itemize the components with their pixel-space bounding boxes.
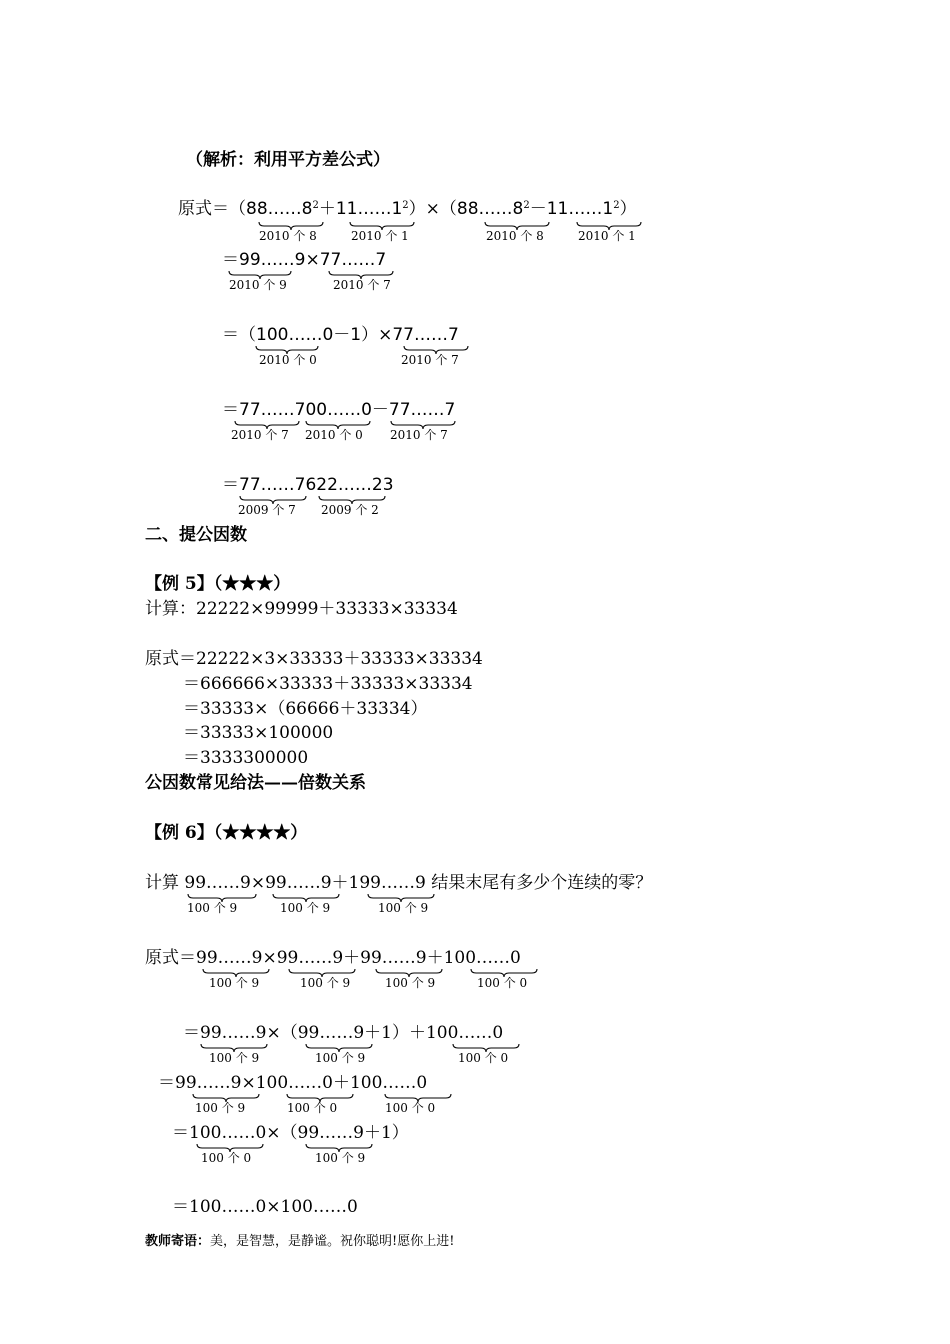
q-brace-label-2: 100 个 9: [280, 901, 331, 915]
teacher-note: [145, 1235, 454, 1248]
eq1-term-1: 88……8: [246, 199, 313, 219]
eq5-brace-label-1: 2009 个 7: [238, 503, 296, 517]
eq4-brace-label-2: 2010 个 0: [305, 428, 363, 442]
eq1-term-2: 11……1: [335, 199, 403, 219]
eq1-brace-label-2: 2010 个 1: [351, 229, 409, 243]
example6-step-2: ＝99……9×（99……9＋1）＋100……0: [183, 1023, 504, 1043]
s2-brace-label-1: 100 个 9: [209, 1051, 260, 1065]
example6-step-5: ＝100……0×100……0: [172, 1197, 358, 1217]
s3-brace-label-1: 100 个 9: [195, 1101, 246, 1115]
example5-step-5: ＝3333300000: [183, 748, 309, 768]
s1-brace-label-3: 100 个 9: [385, 976, 436, 990]
common-factor-title: 公因数常见给法——倍数关系: [145, 773, 366, 793]
s1-brace-label-2: 100 个 9: [300, 976, 351, 990]
eq1-mid: ）×（: [408, 199, 457, 219]
teacher-note-text: 美，是智慧，是静谧。祝你聪明!愿你上进!: [210, 1234, 455, 1249]
example5-step-1: 原式＝22222×3×33333＋33333×33334: [145, 649, 483, 669]
teacher-note-label: 教师寄语：: [145, 1234, 211, 1249]
q-brace-label-3: 100 个 9: [378, 901, 429, 915]
eq1-sup-1: 2: [312, 200, 319, 211]
example6-step-1: 原式＝99……9×99……9＋99……9＋100……0: [145, 948, 521, 968]
example5-title: 【例 5】（★★★）: [145, 574, 291, 594]
eq4-brace-label-1: 2010 个 7: [231, 428, 289, 442]
example6-question: 计算 99……9×99……9＋199……9 结果末尾有多少个连续的零？: [145, 873, 653, 893]
s2-brace-label-2: 100 个 9: [315, 1051, 366, 1065]
example6-title: 【例 6】（★★★★）: [145, 823, 308, 843]
eq1-line: [178, 201, 637, 218]
eq1-end: ）: [619, 199, 637, 219]
eq1-sup-3: 2: [523, 200, 530, 211]
eq1-sup-2: 2: [402, 200, 409, 211]
s3-brace-label-3: 100 个 0: [385, 1101, 436, 1115]
example6-step-3: ＝99……9×100……0＋100……0: [158, 1073, 428, 1093]
s2-brace-label-3: 100 个 0: [458, 1051, 509, 1065]
s4-brace-label-1: 100 个 0: [201, 1151, 252, 1165]
s1-brace-label-4: 100 个 0: [477, 976, 528, 990]
eq5-brace-label-2: 2009 个 2: [321, 503, 379, 517]
eq4-brace-label-3: 2010 个 7: [390, 428, 448, 442]
section-title: 二、提公因数: [145, 525, 247, 545]
s4-brace-label-2: 100 个 9: [315, 1151, 366, 1165]
eq2-line: ＝99……9×77……7: [222, 250, 387, 270]
eq3-line: ＝（100……0－1）×77……7: [222, 325, 459, 345]
example5-step-3: ＝33333×（66666＋33334）: [183, 699, 428, 719]
eq1-sup-4: 2: [613, 200, 620, 211]
example5-step-2: ＝666666×33333＋33333×33334: [183, 674, 473, 694]
eq3-brace-label-1: 2010 个 0: [259, 353, 317, 367]
eq1-brace-label-1: 2010 个 8: [259, 229, 317, 243]
s1-brace-label-1: 100 个 9: [209, 976, 260, 990]
eq4-line: ＝77……700……0－77……7: [222, 400, 456, 420]
eq1-brace-label-4: 2010 个 1: [578, 229, 636, 243]
eq1-term-3: 88……8: [456, 199, 524, 219]
s3-brace-label-2: 100 个 0: [287, 1101, 338, 1115]
analysis-title: （解析：利用平方差公式）: [186, 150, 390, 170]
eq1-minus: －: [529, 199, 547, 219]
eq2-brace-label-1: 2010 个 9: [229, 278, 287, 292]
q-brace-label-1: 100 个 9: [187, 901, 238, 915]
eq3-brace-label-2: 2010 个 7: [401, 353, 459, 367]
eq1-lead: 原式＝（: [178, 199, 246, 219]
example6-step-4: ＝100……0×（99……9＋1）: [172, 1123, 409, 1143]
example5-question: 计算：22222×99999＋33333×33334: [145, 599, 458, 619]
eq1-brace-label-3: 2010 个 8: [486, 229, 544, 243]
eq5-line: ＝77……7622……23: [222, 475, 394, 495]
eq1-term-4: 11……1: [546, 199, 614, 219]
eq1-plus: ＋: [318, 199, 336, 219]
eq2-brace-label-2: 2010 个 7: [333, 278, 391, 292]
example5-step-4: ＝33333×100000: [183, 723, 334, 743]
